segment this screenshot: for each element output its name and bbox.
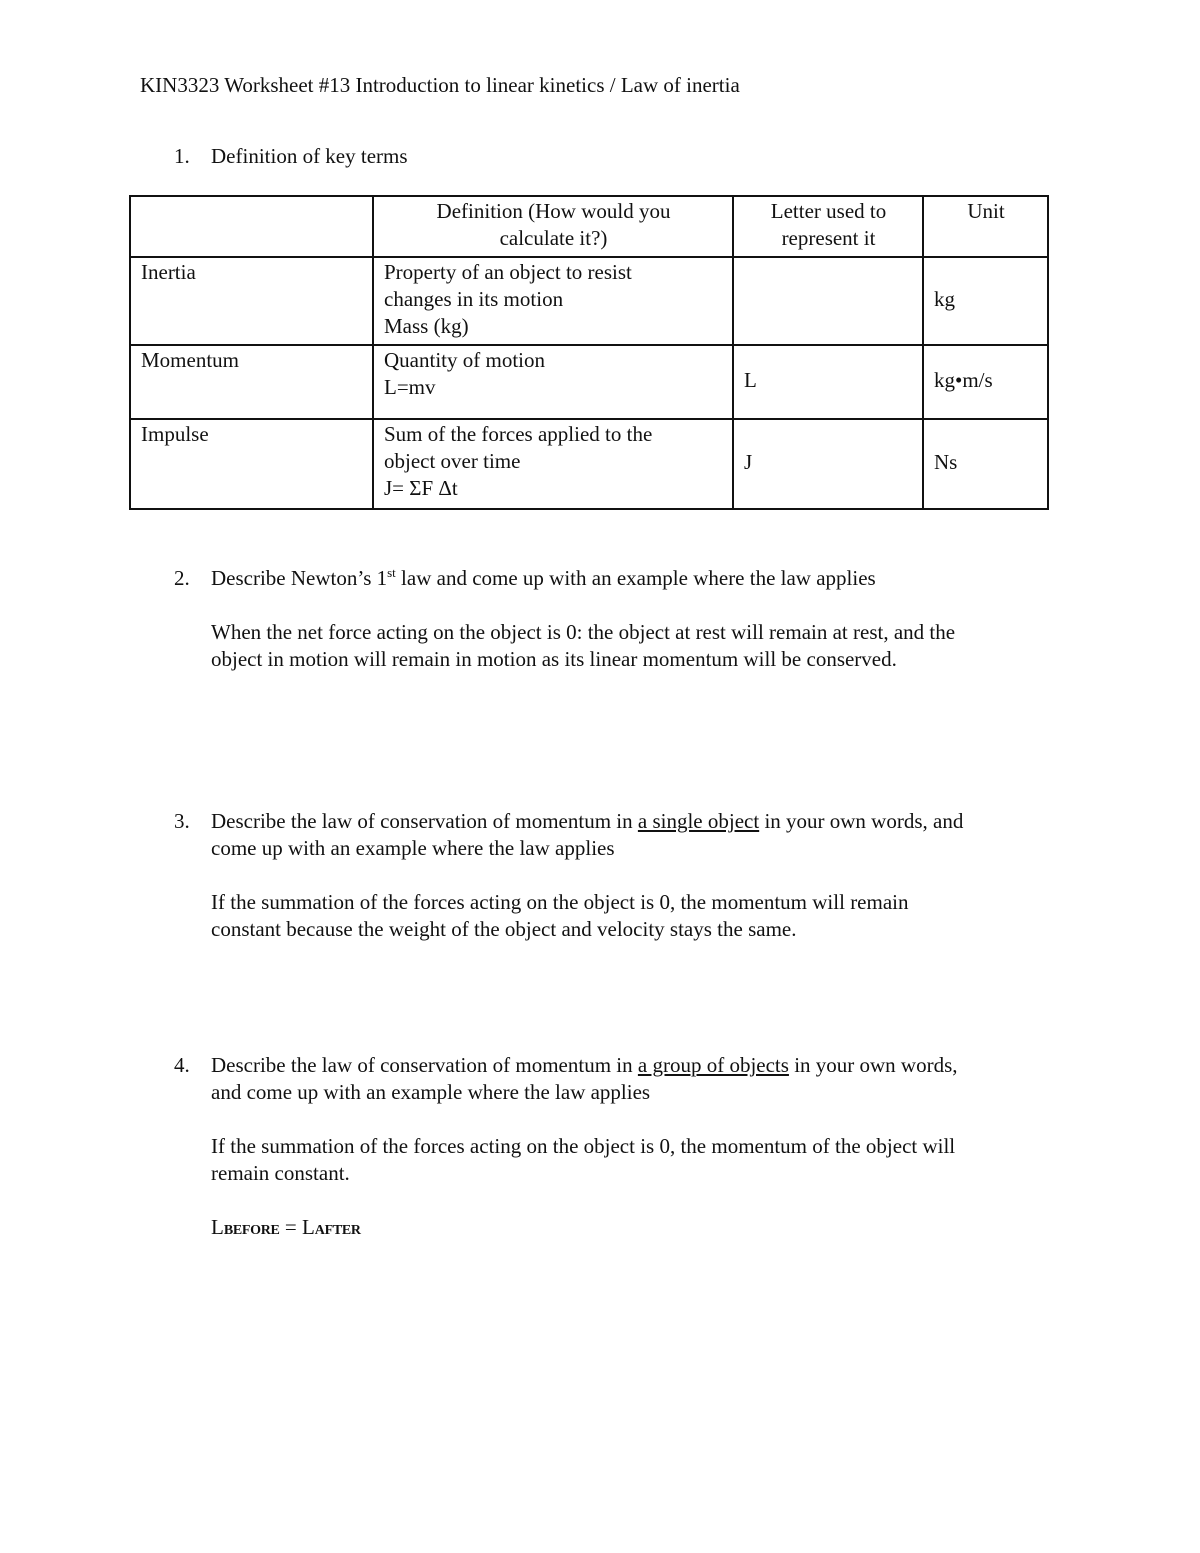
question-number: 4. [174,1053,190,1077]
answer-text: If the summation of the forces acting on the object is 0, the momentum of the object will remain constant. [211,1134,956,1185]
question-text: Definition of key terms [211,144,408,168]
letter-cell [733,257,923,345]
term-cell: Impulse [130,419,373,509]
momentum-equation: LBEFORE = LAFTER [211,1215,361,1239]
question-3 [174,808,1074,943]
table-row [130,257,1048,345]
definition-cell: Quantity of motion L=mv [373,345,733,419]
header-cell-term [130,196,373,257]
table-row [130,419,1048,509]
question-number: 3. [174,809,190,833]
term-cell: Inertia [130,257,373,345]
answer-text: If the summation of the forces acting on the object is 0, the momentum will remain constant because the weight of the object and velocity stays the same. [211,890,909,941]
unit-cell: kg [923,257,1048,345]
underlined-phrase: a group of objects [637,1053,789,1077]
worksheet-title: KIN3323 Worksheet #13 Introduction to linear kinetics / Law of inertia [140,73,740,97]
table-header-row [130,196,1048,257]
key-terms-table [129,195,1049,510]
question-1 [174,143,1074,170]
answer-text: When the net force acting on the object is 0: the object at rest will remain at rest, and the object in motion will remain in motion as its linear momentum will be conserved. [211,620,956,671]
question-4 [174,1052,1074,1244]
question-text: Describe Newton’s 1st law and come up with an example where the law applies [211,565,876,590]
unit-cell: Ns [923,419,1048,509]
question-2 [174,565,1074,673]
underlined-phrase: a single object [637,809,760,833]
letter-cell: L [733,345,923,419]
superscript-ordinal: st [387,565,396,580]
letter-cell: J [733,419,923,509]
definition-cell: Property of an object to resist changes in its motion Mass (kg) [373,257,733,345]
unit-cell: kg•m/s [923,345,1048,419]
question-number: 2. [174,566,190,590]
header-cell-definition: Definition (How would you calculate it?) [373,196,733,257]
question-text: Describe the law of conservation of momentum in a single object in your own words, and come up with an example where the law applies [211,809,964,860]
question-number: 1. [174,144,190,168]
header-cell-letter: Letter used to represent it [733,196,923,257]
term-cell: Momentum [130,345,373,419]
header-cell-unit: Unit [923,196,1048,257]
question-text: Describe the law of conservation of momentum in a group of objects in your own words, and come up with an example where the law applies [211,1053,958,1104]
table-row [130,345,1048,419]
definition-cell: Sum of the forces applied to the object over time J= ΣF Δt [373,419,733,509]
